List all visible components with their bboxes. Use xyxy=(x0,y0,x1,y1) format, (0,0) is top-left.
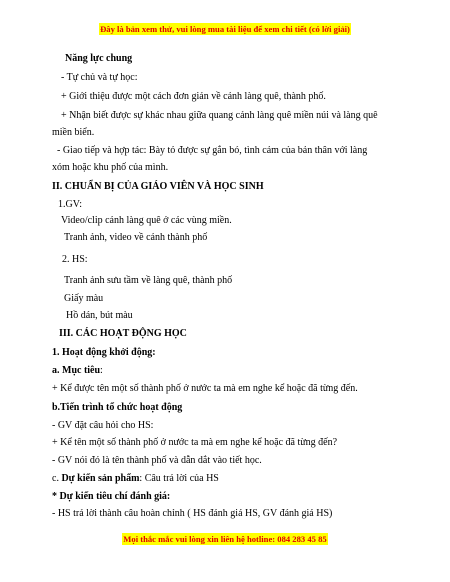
section-heading-preparation: II. CHUẨN BỊ CỦA GIÁO VIÊN VÀ HỌC SINH xyxy=(52,181,264,192)
text-line: - GV nói đó là tên thành phố và dẫn dắt vào tiết học. xyxy=(52,455,262,466)
text-line: Hồ dán, bút màu xyxy=(66,310,133,321)
text-line: + Giới thiệu được một cách đơn giản về cảnh làng quê, thành phố. xyxy=(61,91,326,102)
text-line: 1.GV: xyxy=(58,199,82,210)
text-line: - Tự chủ và tự học: xyxy=(61,72,138,83)
contact-notice-text: Mọi thắc mắc vui lòng xin liên hệ hotline: 084 283 45 85 xyxy=(123,534,327,544)
expected-product-text: : Câu trả lời của HS xyxy=(139,473,219,484)
text-line: xóm hoặc khu phố của mình. xyxy=(52,162,169,173)
preview-notice xyxy=(0,24,450,34)
expected-product-line xyxy=(52,473,219,485)
heading-evaluation-criteria: * Dự kiến tiêu chí đánh giá: xyxy=(52,491,171,502)
text-line: - GV đặt câu hỏi cho HS: xyxy=(52,420,154,431)
heading-general-competence: Năng lực chung xyxy=(65,53,133,64)
text-line: 2. HS: xyxy=(62,254,88,265)
text-line: - HS trả lời thành câu hoàn chỉnh ( HS đánh giá HS, GV đánh giá HS) xyxy=(52,508,333,519)
text-line: Video/clip cảnh làng quê ở các vùng miền. xyxy=(61,215,232,226)
section-heading-activities: III. CÁC HOẠT ĐỘNG HỌC xyxy=(59,328,187,339)
preview-notice-text: Đây là bản xem thử, vui lòng mua tài liệu để xem chi tiết (có lời giải) xyxy=(100,24,350,34)
objective-colon: : xyxy=(100,365,103,376)
text-line: miền biển. xyxy=(52,127,95,138)
text-line: Tranh ảnh sưu tầm về làng quê, thành phố xyxy=(64,275,233,286)
contact-notice xyxy=(0,534,450,544)
expected-product-prefix: c. xyxy=(52,473,62,484)
heading-warmup-activity: 1. Hoạt động khởi động: xyxy=(52,347,156,358)
expected-product-label: Dự kiến sản phẩm xyxy=(61,473,140,484)
heading-activity-process: b.Tiến trình tổ chức hoạt động xyxy=(52,402,183,413)
text-line: + Kể được tên một số thành phố ở nước ta mà em nghe kể hoặc đã từng đến. xyxy=(52,383,358,394)
objective-line xyxy=(52,365,103,377)
text-line: - Giao tiếp và hợp tác: Bày tỏ được sự gắn bó, tình cảm của bản thân với làng xyxy=(57,145,368,156)
text-line: Tranh ảnh, video về cảnh thành phố xyxy=(64,232,208,243)
text-line: + Nhận biết được sự khác nhau giữa quang cảnh làng quê miền núi và làng quê xyxy=(61,110,378,121)
objective-label: a. Mục tiêu xyxy=(52,365,101,376)
text-line: Giấy màu xyxy=(64,293,104,304)
text-line: + Kể tên một số thành phố ở nước ta mà em nghe kể hoặc đã từng đến? xyxy=(52,437,338,448)
